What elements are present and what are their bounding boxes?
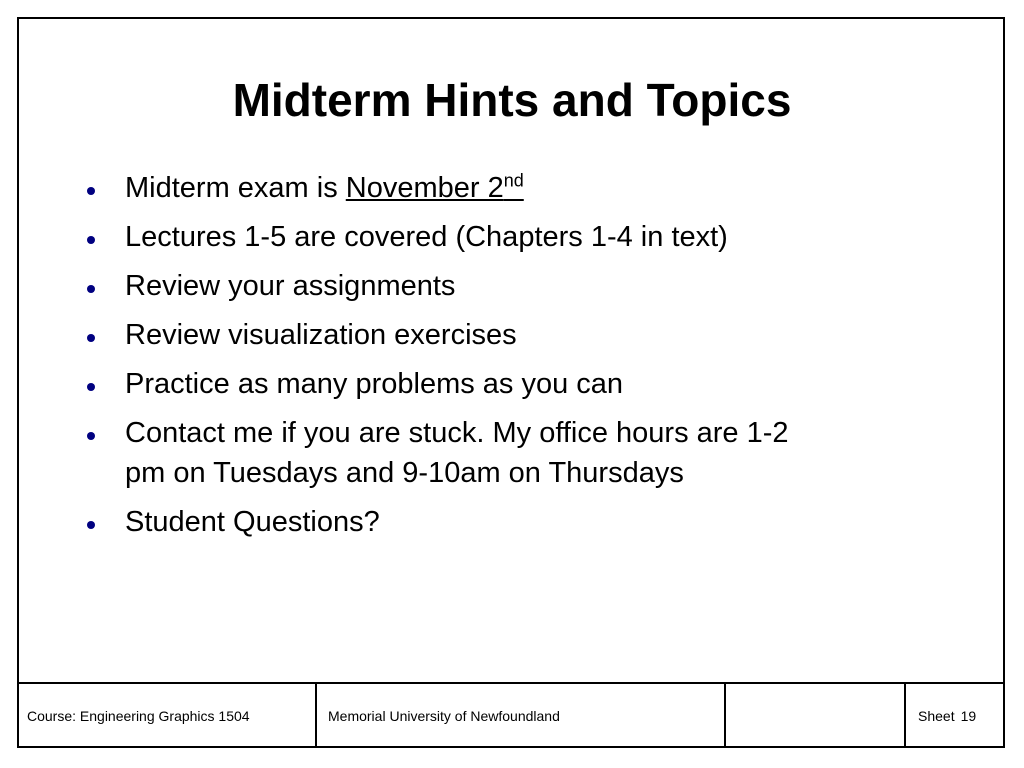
bullet-item-contact	[87, 413, 947, 493]
slide-footer	[17, 682, 1005, 748]
bullet-list	[87, 168, 947, 551]
footer-sheet-label: Sheet	[918, 708, 955, 724]
bullet-item-lectures	[87, 217, 947, 257]
bullet-text: Midterm exam is	[125, 172, 346, 204]
bullet-icon	[87, 383, 95, 391]
bullet-item-practice	[87, 364, 947, 404]
bullet-item-assignments	[87, 266, 947, 306]
bullet-icon	[87, 334, 95, 342]
footer-course-text: Course: Engineering Graphics 1504	[27, 708, 250, 724]
footer-university-text: Memorial University of Newfoundland	[328, 708, 560, 724]
footer-course	[17, 684, 317, 748]
footer-university	[317, 684, 726, 748]
bullet-text: Student Questions?	[125, 506, 380, 538]
footer-sheet-number: 19	[960, 708, 977, 724]
bullet-icon	[87, 432, 95, 440]
bullet-text-line1: Contact me if you are stuck. My office hours are 1-2	[125, 417, 789, 449]
bullet-text: Review your assignments	[125, 270, 456, 302]
bullet-icon	[87, 236, 95, 244]
bullet-item-visualization	[87, 315, 947, 355]
slide-title: Midterm Hints and Topics	[232, 74, 792, 126]
bullet-text: Lectures 1-5 are covered (Chapters 1-4 in text)	[125, 221, 728, 253]
midterm-date-link	[346, 172, 524, 204]
midterm-date-text: November 2	[345, 172, 504, 204]
bullet-icon	[87, 521, 95, 529]
bullet-text: Review visualization exercises	[125, 319, 517, 351]
bullet-text: Practice as many problems as you can	[125, 368, 624, 400]
bullet-item-questions	[87, 502, 947, 542]
footer-sheet	[906, 684, 1005, 748]
bullet-text-line2: pm on Tuesdays and 9-10am on Thursdays	[125, 457, 684, 489]
footer-blank-cell	[726, 684, 906, 748]
bullet-icon	[87, 187, 95, 195]
bullet-item-midterm-date	[87, 168, 947, 208]
bullet-icon	[87, 285, 95, 293]
midterm-date-suffix: nd	[503, 170, 524, 191]
